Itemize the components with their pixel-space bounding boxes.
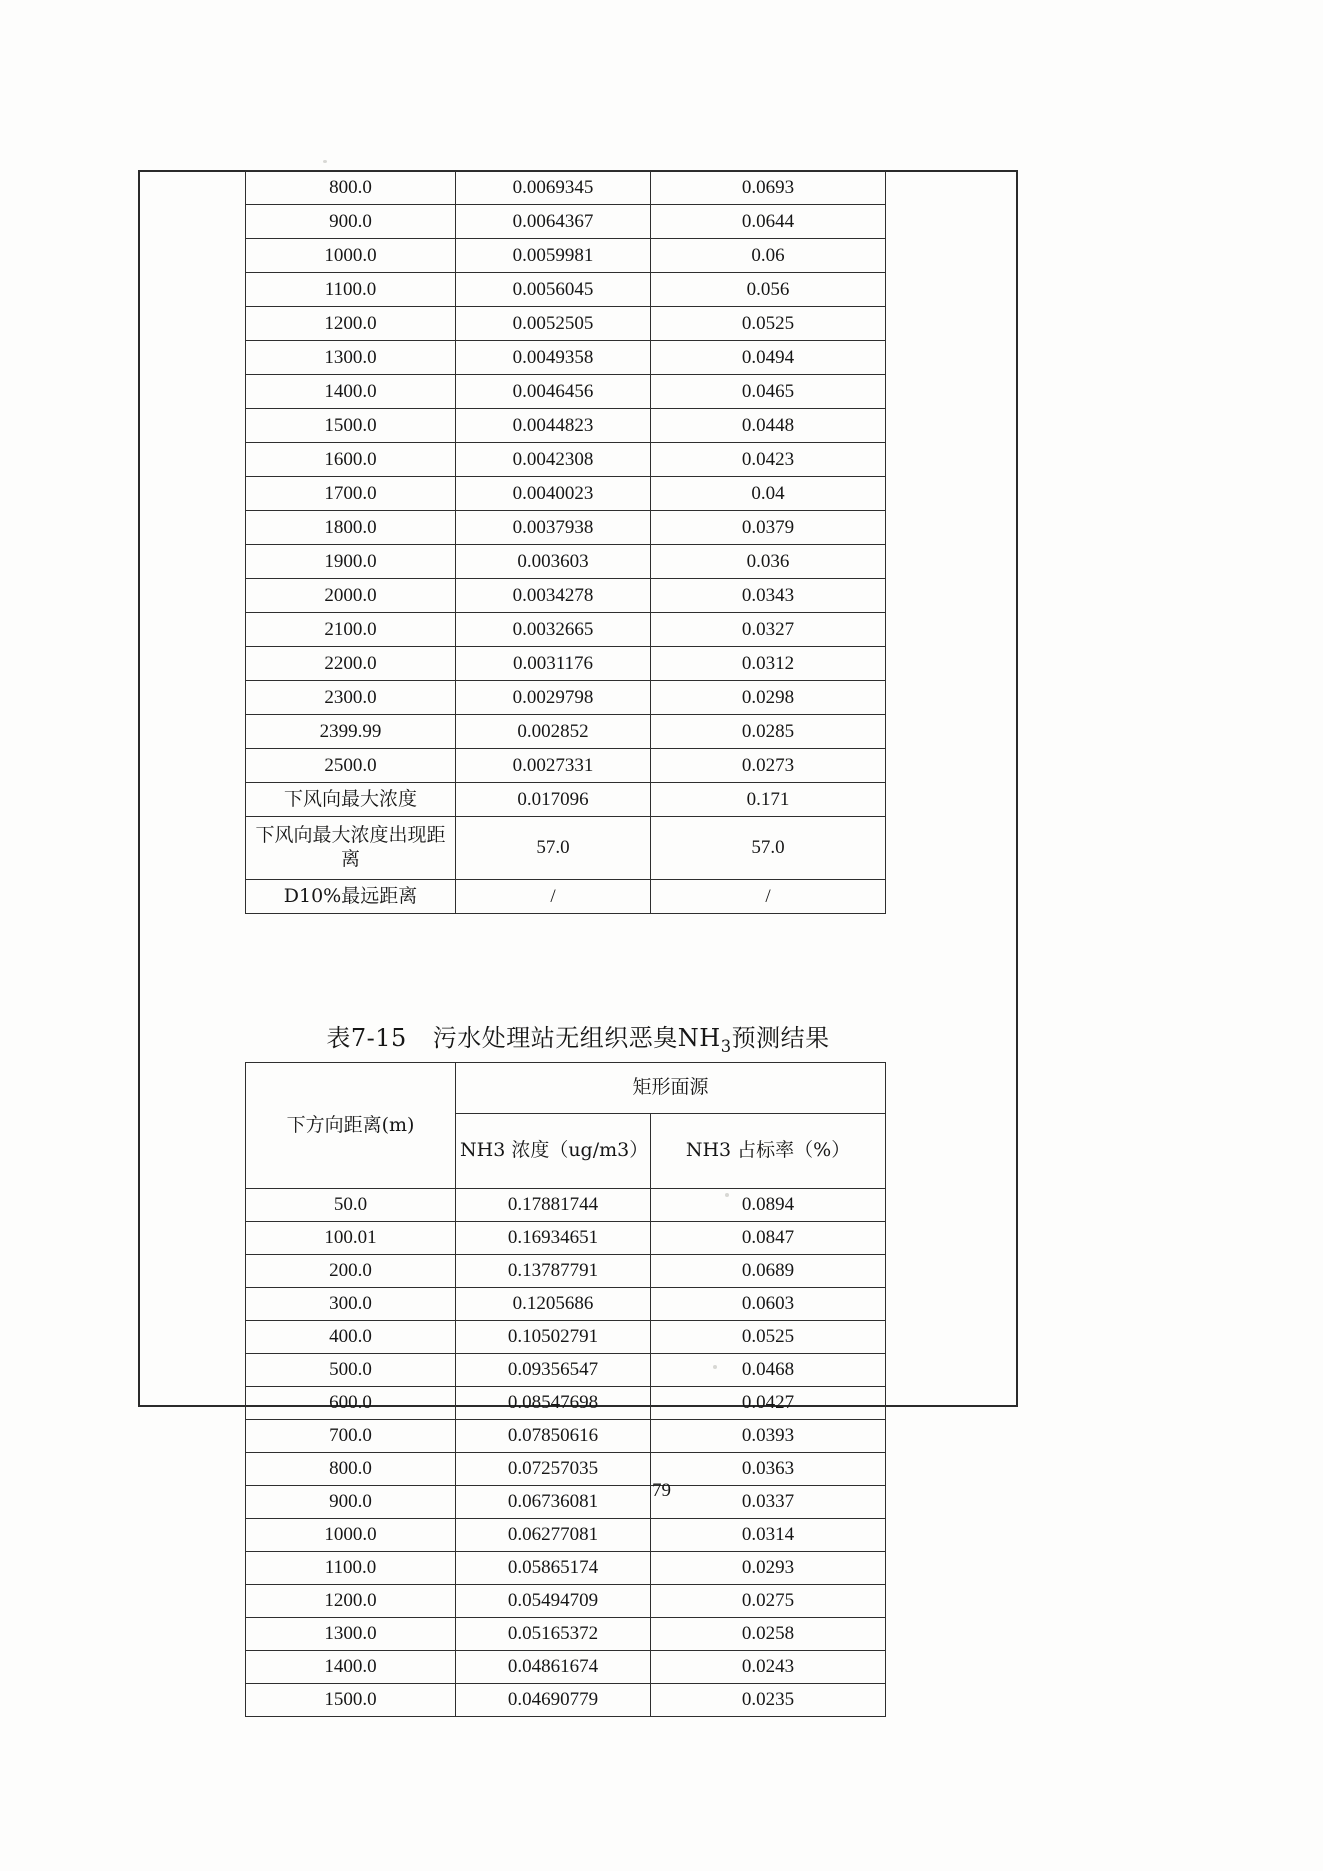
cell-concentration: 0.0042308 xyxy=(456,443,651,477)
cell-concentration: 0.06277081 xyxy=(456,1519,651,1552)
cell-concentration: 0.05865174 xyxy=(456,1552,651,1585)
cell-standard-rate: 0.06 xyxy=(651,239,886,273)
cell-concentration: / xyxy=(456,880,651,914)
cell-standard-rate: 0.0468 xyxy=(651,1354,886,1387)
cell-concentration: 0.09356547 xyxy=(456,1354,651,1387)
cell-concentration: 0.16934651 xyxy=(456,1222,651,1255)
cell-concentration: 0.07257035 xyxy=(456,1453,651,1486)
cell-distance: 100.01 xyxy=(246,1222,456,1255)
table-row xyxy=(246,880,886,914)
cell-concentration: 0.05165372 xyxy=(456,1618,651,1651)
cell-concentration: 0.07850616 xyxy=(456,1420,651,1453)
cell-standard-rate: 0.0427 xyxy=(651,1387,886,1420)
table-row xyxy=(246,545,886,579)
cell-distance: 1300.0 xyxy=(246,1618,456,1651)
table-row xyxy=(246,1321,886,1354)
cell-concentration: 0.1205686 xyxy=(456,1288,651,1321)
cell-distance: 1500.0 xyxy=(246,409,456,443)
cell-concentration: 0.08547698 xyxy=(456,1387,651,1420)
odor-prediction-continuation-table xyxy=(245,170,886,914)
cell-distance: 1400.0 xyxy=(246,375,456,409)
cell-standard-rate: 0.0525 xyxy=(651,307,886,341)
table-lower-header-row-1 xyxy=(246,1063,886,1114)
cell-distance: 1100.0 xyxy=(246,1552,456,1585)
cell-concentration: 0.017096 xyxy=(456,783,651,817)
cell-concentration: 0.0046456 xyxy=(456,375,651,409)
caption-title-after: 预测结果 xyxy=(731,1024,830,1052)
table-row xyxy=(246,1189,886,1222)
cell-distance: 1000.0 xyxy=(246,1519,456,1552)
table-row xyxy=(246,375,886,409)
table-row xyxy=(246,1354,886,1387)
cell-distance: 800.0 xyxy=(246,171,456,205)
table-row xyxy=(246,1387,886,1420)
cell-distance: 2000.0 xyxy=(246,579,456,613)
cell-concentration: 0.003603 xyxy=(456,545,651,579)
cell-standard-rate: 0.0525 xyxy=(651,1321,886,1354)
cell-concentration: 0.05494709 xyxy=(456,1585,651,1618)
table-row xyxy=(246,443,886,477)
table-row xyxy=(246,681,886,715)
cell-concentration: 0.0027331 xyxy=(456,749,651,783)
cell-standard-rate: 0.0603 xyxy=(651,1288,886,1321)
table-row xyxy=(246,273,886,307)
cell-standard-rate: 0.0363 xyxy=(651,1453,886,1486)
scan-speck xyxy=(713,1365,717,1369)
table-row xyxy=(246,613,886,647)
table-lower-body xyxy=(246,1189,886,1717)
table-row xyxy=(246,783,886,817)
cell-concentration: 0.0052505 xyxy=(456,307,651,341)
cell-standard-rate: 0.0235 xyxy=(651,1684,886,1717)
caption-title-before: 污水处理站无组织恶臭NH xyxy=(432,1024,721,1052)
table-row xyxy=(246,205,886,239)
cell-concentration: 0.0037938 xyxy=(456,511,651,545)
cell-standard-rate: 0.04 xyxy=(651,477,886,511)
cell-standard-rate: 0.0243 xyxy=(651,1651,886,1684)
scan-speck xyxy=(323,160,327,163)
cell-standard-rate: 0.0689 xyxy=(651,1255,886,1288)
cell-distance: 1700.0 xyxy=(246,477,456,511)
cell-standard-rate: 0.0644 xyxy=(651,205,886,239)
cell-distance: 1500.0 xyxy=(246,1684,456,1717)
table-row xyxy=(246,817,886,880)
cell-distance: 1600.0 xyxy=(246,443,456,477)
cell-concentration: 0.0056045 xyxy=(456,273,651,307)
cell-distance: 500.0 xyxy=(246,1354,456,1387)
cell-standard-rate: / xyxy=(651,880,886,914)
cell-concentration: 0.0044823 xyxy=(456,409,651,443)
cell-concentration: 0.0034278 xyxy=(456,579,651,613)
table-row xyxy=(246,239,886,273)
cell-distance: D10%最远距离 xyxy=(246,880,456,914)
cell-standard-rate: 0.0275 xyxy=(651,1585,886,1618)
cell-standard-rate: 0.0293 xyxy=(651,1552,886,1585)
cell-standard-rate: 0.0393 xyxy=(651,1420,886,1453)
table-row xyxy=(246,1222,886,1255)
cell-standard-rate: 57.0 xyxy=(651,817,886,880)
cell-distance: 900.0 xyxy=(246,205,456,239)
cell-distance: 600.0 xyxy=(246,1387,456,1420)
cell-distance: 200.0 xyxy=(246,1255,456,1288)
cell-distance: 下风向最大浓度出现距离 xyxy=(246,817,456,880)
cell-distance: 1200.0 xyxy=(246,307,456,341)
cell-standard-rate: 0.0379 xyxy=(651,511,886,545)
cell-concentration: 0.0031176 xyxy=(456,647,651,681)
table-row xyxy=(246,715,886,749)
table-row xyxy=(246,647,886,681)
cell-concentration: 0.0029798 xyxy=(456,681,651,715)
table-row xyxy=(246,749,886,783)
table-row xyxy=(246,1255,886,1288)
table-row xyxy=(246,1618,886,1651)
cell-standard-rate: 0.056 xyxy=(651,273,886,307)
table-row xyxy=(246,307,886,341)
cell-standard-rate: 0.0423 xyxy=(651,443,886,477)
cell-concentration: 57.0 xyxy=(456,817,651,880)
cell-concentration: 0.13787791 xyxy=(456,1255,651,1288)
cell-distance: 1300.0 xyxy=(246,341,456,375)
cell-distance: 2500.0 xyxy=(246,749,456,783)
table-row xyxy=(246,341,886,375)
cell-standard-rate: 0.0273 xyxy=(651,749,886,783)
cell-standard-rate: 0.171 xyxy=(651,783,886,817)
cell-standard-rate: 0.0258 xyxy=(651,1618,886,1651)
cell-concentration: 0.0032665 xyxy=(456,613,651,647)
cell-distance: 1800.0 xyxy=(246,511,456,545)
table-row xyxy=(246,477,886,511)
nh3-prediction-table xyxy=(245,1062,886,1717)
table-row xyxy=(246,171,886,205)
cell-distance: 800.0 xyxy=(246,1453,456,1486)
cell-standard-rate: 0.0894 xyxy=(651,1189,886,1222)
cell-standard-rate: 0.0847 xyxy=(651,1222,886,1255)
table-row xyxy=(246,511,886,545)
header-downwind-distance: 下方向距离(m) xyxy=(246,1063,456,1189)
cell-standard-rate: 0.0448 xyxy=(651,409,886,443)
cell-standard-rate: 0.0312 xyxy=(651,647,886,681)
page-number: 79 xyxy=(652,1480,671,1501)
cell-standard-rate: 0.0298 xyxy=(651,681,886,715)
table-row xyxy=(246,1420,886,1453)
cell-distance: 50.0 xyxy=(246,1189,456,1222)
table-row xyxy=(246,1288,886,1321)
cell-distance: 2399.99 xyxy=(246,715,456,749)
table-row xyxy=(246,579,886,613)
cell-distance: 400.0 xyxy=(246,1321,456,1354)
table-row xyxy=(246,409,886,443)
cell-concentration: 0.0059981 xyxy=(456,239,651,273)
cell-concentration: 0.17881744 xyxy=(456,1189,651,1222)
cell-concentration: 0.10502791 xyxy=(456,1321,651,1354)
cell-concentration: 0.0049358 xyxy=(456,341,651,375)
cell-distance: 2300.0 xyxy=(246,681,456,715)
cell-distance: 1400.0 xyxy=(246,1651,456,1684)
table-row xyxy=(246,1585,886,1618)
cell-distance: 下风向最大浓度 xyxy=(246,783,456,817)
cell-distance: 700.0 xyxy=(246,1420,456,1453)
cell-distance: 1200.0 xyxy=(246,1585,456,1618)
cell-standard-rate: 0.0693 xyxy=(651,171,886,205)
cell-concentration: 0.002852 xyxy=(456,715,651,749)
table-row xyxy=(246,1651,886,1684)
header-nh3-standard-rate: NH3 占标率（%） xyxy=(651,1114,886,1189)
cell-standard-rate: 0.0343 xyxy=(651,579,886,613)
table-row xyxy=(246,1552,886,1585)
cell-distance: 900.0 xyxy=(246,1486,456,1519)
caption-title-subscript: 3 xyxy=(720,1036,732,1056)
table-row xyxy=(246,1684,886,1717)
cell-concentration: 0.04690779 xyxy=(456,1684,651,1717)
cell-standard-rate: 0.036 xyxy=(651,545,886,579)
cell-concentration: 0.0069345 xyxy=(456,171,651,205)
cell-standard-rate: 0.0337 xyxy=(651,1486,886,1519)
caption-number: 表7-15 xyxy=(326,1024,407,1052)
cell-distance: 1000.0 xyxy=(246,239,456,273)
cell-standard-rate: 0.0314 xyxy=(651,1519,886,1552)
table-7-15-caption xyxy=(138,1018,1018,1056)
table-row xyxy=(246,1519,886,1552)
table-lower-head xyxy=(246,1063,886,1189)
cell-standard-rate: 0.0327 xyxy=(651,613,886,647)
cell-standard-rate: 0.0465 xyxy=(651,375,886,409)
cell-standard-rate: 0.0285 xyxy=(651,715,886,749)
scan-speck xyxy=(725,1193,729,1197)
cell-distance: 1100.0 xyxy=(246,273,456,307)
cell-concentration: 0.04861674 xyxy=(456,1651,651,1684)
cell-distance: 2200.0 xyxy=(246,647,456,681)
cell-distance: 300.0 xyxy=(246,1288,456,1321)
cell-distance: 2100.0 xyxy=(246,613,456,647)
cell-concentration: 0.0064367 xyxy=(456,205,651,239)
cell-concentration: 0.06736081 xyxy=(456,1486,651,1519)
cell-distance: 1900.0 xyxy=(246,545,456,579)
cell-concentration: 0.0040023 xyxy=(456,477,651,511)
header-rectangular-area-source: 矩形面源 xyxy=(456,1063,886,1114)
cell-standard-rate: 0.0494 xyxy=(651,341,886,375)
table-upper-body xyxy=(246,171,886,914)
header-nh3-concentration: NH3 浓度（ug/m3） xyxy=(456,1114,651,1189)
